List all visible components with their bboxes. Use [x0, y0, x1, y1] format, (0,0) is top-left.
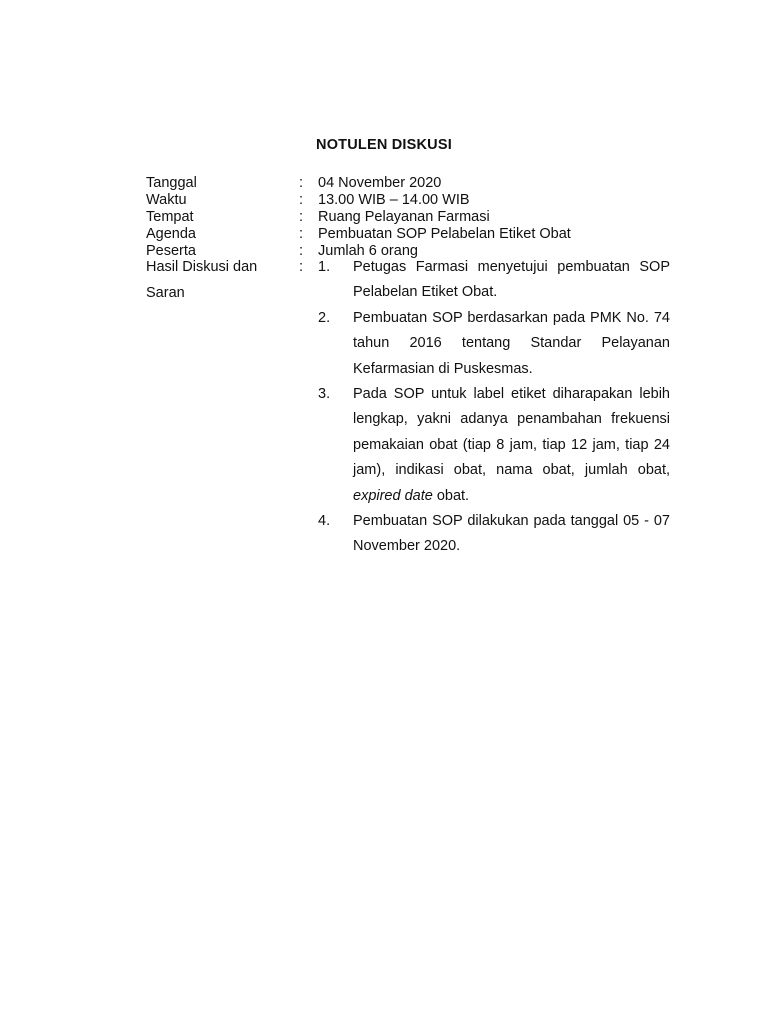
meta-colon: : — [299, 175, 304, 191]
meta-label: Agenda — [146, 226, 196, 242]
item-text-part: obat. — [432, 487, 470, 504]
meta-label: Tempat — [146, 209, 194, 225]
meta-label: Peserta — [146, 243, 196, 259]
hasil-label-line2: Saran — [146, 285, 185, 301]
result-list — [318, 259, 670, 560]
hasil-label — [146, 259, 299, 302]
item-number: 4. — [318, 513, 331, 530]
item-text-part: Pada SOP untuk label etiket diharapakan lebih lengkap, yakni adanya penambahan frekuensi pemakaian obat (tiap 8 jam, tiap 12 jam, tiap 24 jam), indikasi obat, nama obat, jumlah obat, — [353, 386, 670, 479]
meta-label: Tanggal — [146, 175, 197, 191]
meta-value: 13.00 WIB – 14.00 WIB — [318, 192, 470, 208]
meta-row-agenda — [146, 226, 676, 243]
item-text: Petugas Farmasi menyetujui pembuatan SOP Pelabelan Etiket Obat. — [353, 259, 670, 301]
item-text — [353, 382, 670, 509]
item-number: 2. — [318, 309, 331, 326]
list-item — [318, 255, 670, 306]
item-number: 1. — [318, 259, 331, 275]
meta-row-tempat — [146, 209, 676, 226]
meta-row-tanggal — [146, 175, 676, 192]
list-item — [318, 306, 670, 382]
meta-value: Pembuatan SOP Pelabelan Etiket Obat — [318, 226, 571, 242]
item-text: Pembuatan SOP berdasarkan pada PMK No. 74 tahun 2016 tentang Standar Pelayanan Kefarmasian di Puskesmas. — [353, 309, 670, 377]
meta-table — [146, 175, 676, 260]
meta-value: Jumlah 6 orang — [318, 243, 418, 259]
meta-label: Waktu — [146, 192, 187, 208]
meta-value: 04 November 2020 — [318, 175, 442, 191]
list-item — [318, 382, 670, 509]
meta-colon: : — [299, 243, 304, 259]
meta-value: Ruang Pelayanan Farmasi — [318, 209, 490, 225]
meta-row-waktu — [146, 192, 676, 209]
list-item — [318, 509, 670, 560]
item-number: 3. — [318, 386, 331, 403]
hasil-colon: : — [299, 259, 304, 275]
meta-colon: : — [299, 192, 304, 208]
document-title: NOTULEN DISKUSI — [316, 137, 452, 153]
item-text: Pembuatan SOP dilakukan pada tanggal 05 - 07 November 2020. — [353, 513, 670, 555]
item-text-italic: expired date — [353, 487, 433, 504]
meta-colon: : — [299, 226, 304, 242]
hasil-label-line1: Hasil Diskusi dan — [146, 259, 258, 275]
meta-colon: : — [299, 209, 304, 225]
